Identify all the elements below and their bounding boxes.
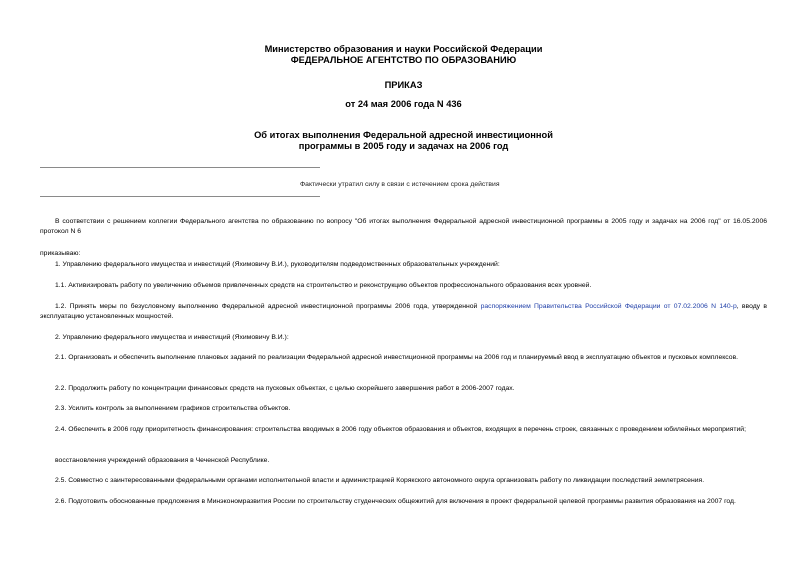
paragraph-1-1: 1.1. Активизировать работу по увеличению объемов привлеченных средств на строительство и реконструкцию объектов профессионального образования всех уровней. <box>55 282 592 289</box>
preamble-paragraph: В соответствии с решением коллегии Федерального агентства по образованию по вопросу "Об итогах выполнения Федеральной адресной инвестиционной программы в 2005 году и задачах на 2006 год" от 16.05.2006 протокол N 6 <box>40 218 767 235</box>
paragraph-2-4: 2.4. Обеспечить в 2006 году приоритетность финансирования: строительства вводимых в 2006 году объектов образования и объектов, входящих в перечень строек, связанных с проведением юбилейных мероприятий; <box>55 426 746 433</box>
paragraph-2-4-continued: восстановления учреждений образования в Чеченской Республике. <box>55 457 270 464</box>
divider-bottom <box>40 196 320 197</box>
paragraph-1-2-text-before: 1.2. Принять меры по безусловному выполнению Федеральной адресной инвестиционной программы 2006 года, утвержденной <box>55 303 481 310</box>
document-title-line2: программы в 2005 году и задачах на 2006 год <box>298 141 509 151</box>
ministry-name: Министерство образования и науки Российской Федерации <box>264 44 543 54</box>
divider-top <box>40 167 320 168</box>
order-word: приказываю: <box>40 250 81 257</box>
paragraph-1-2-text-after: , вводу в эксплуатацию установленных мощностей. <box>40 303 767 320</box>
document-title-line1: Об итогах выполнения Федеральной адресной инвестиционной <box>254 130 553 140</box>
paragraph-1: 1. Управлению федерального имущества и инвестиций (Яхимовичу В.И.), руководителям подведомственных образовательных учреждений: <box>55 261 500 268</box>
paragraph-2: 2. Управлению федерального имущества и инвестиций (Яхимовичу В.И.): <box>55 334 289 341</box>
paragraph-2-5: 2.5. Совместно с заинтересованными федеральными органами исполнительной власти и администрацией Корякского автономного округа организовать работу по ликвидации последствий землетрясения. <box>55 477 705 484</box>
paragraph-2-3: 2.3. Усилить контроль за выполнением графиков строительства объектов. <box>55 405 291 412</box>
agency-name: ФЕДЕРАЛЬНОЕ АГЕНТСТВО ПО ОБРАЗОВАНИЮ <box>290 55 517 65</box>
paragraph-2-1: 2.1. Организовать и обеспечить выполнение плановых заданий по реализации Федеральной адресной инвестиционной программы на 2006 год и планируемый ввод в эксплуатацию объектов и пусковых комплексов. <box>55 354 739 361</box>
paragraph-1-2 <box>40 302 767 322</box>
document-date-number: от 24 мая 2006 года N 436 <box>345 99 462 109</box>
government-order-link[interactable]: распоряжением Правительства Российской Федерации от 07.02.2006 N 140-р <box>480 303 737 310</box>
status-note: Фактически утратил силу в связи с истечением срока действия <box>300 181 500 188</box>
paragraph-2-6: 2.6. Подготовить обоснованные предложения в Минэкономразвития России по строительству студенческих общежитий для включения в проект федеральной целевой программы развития образования на 2007 год. <box>55 498 736 505</box>
document-type: ПРИКАЗ <box>384 80 423 90</box>
paragraph-2-2: 2.2. Продолжить работу по концентрации финансовых средств на пусковых объектах, с целью скорейшего завершения работ в 2006-2007 годах. <box>55 385 515 392</box>
